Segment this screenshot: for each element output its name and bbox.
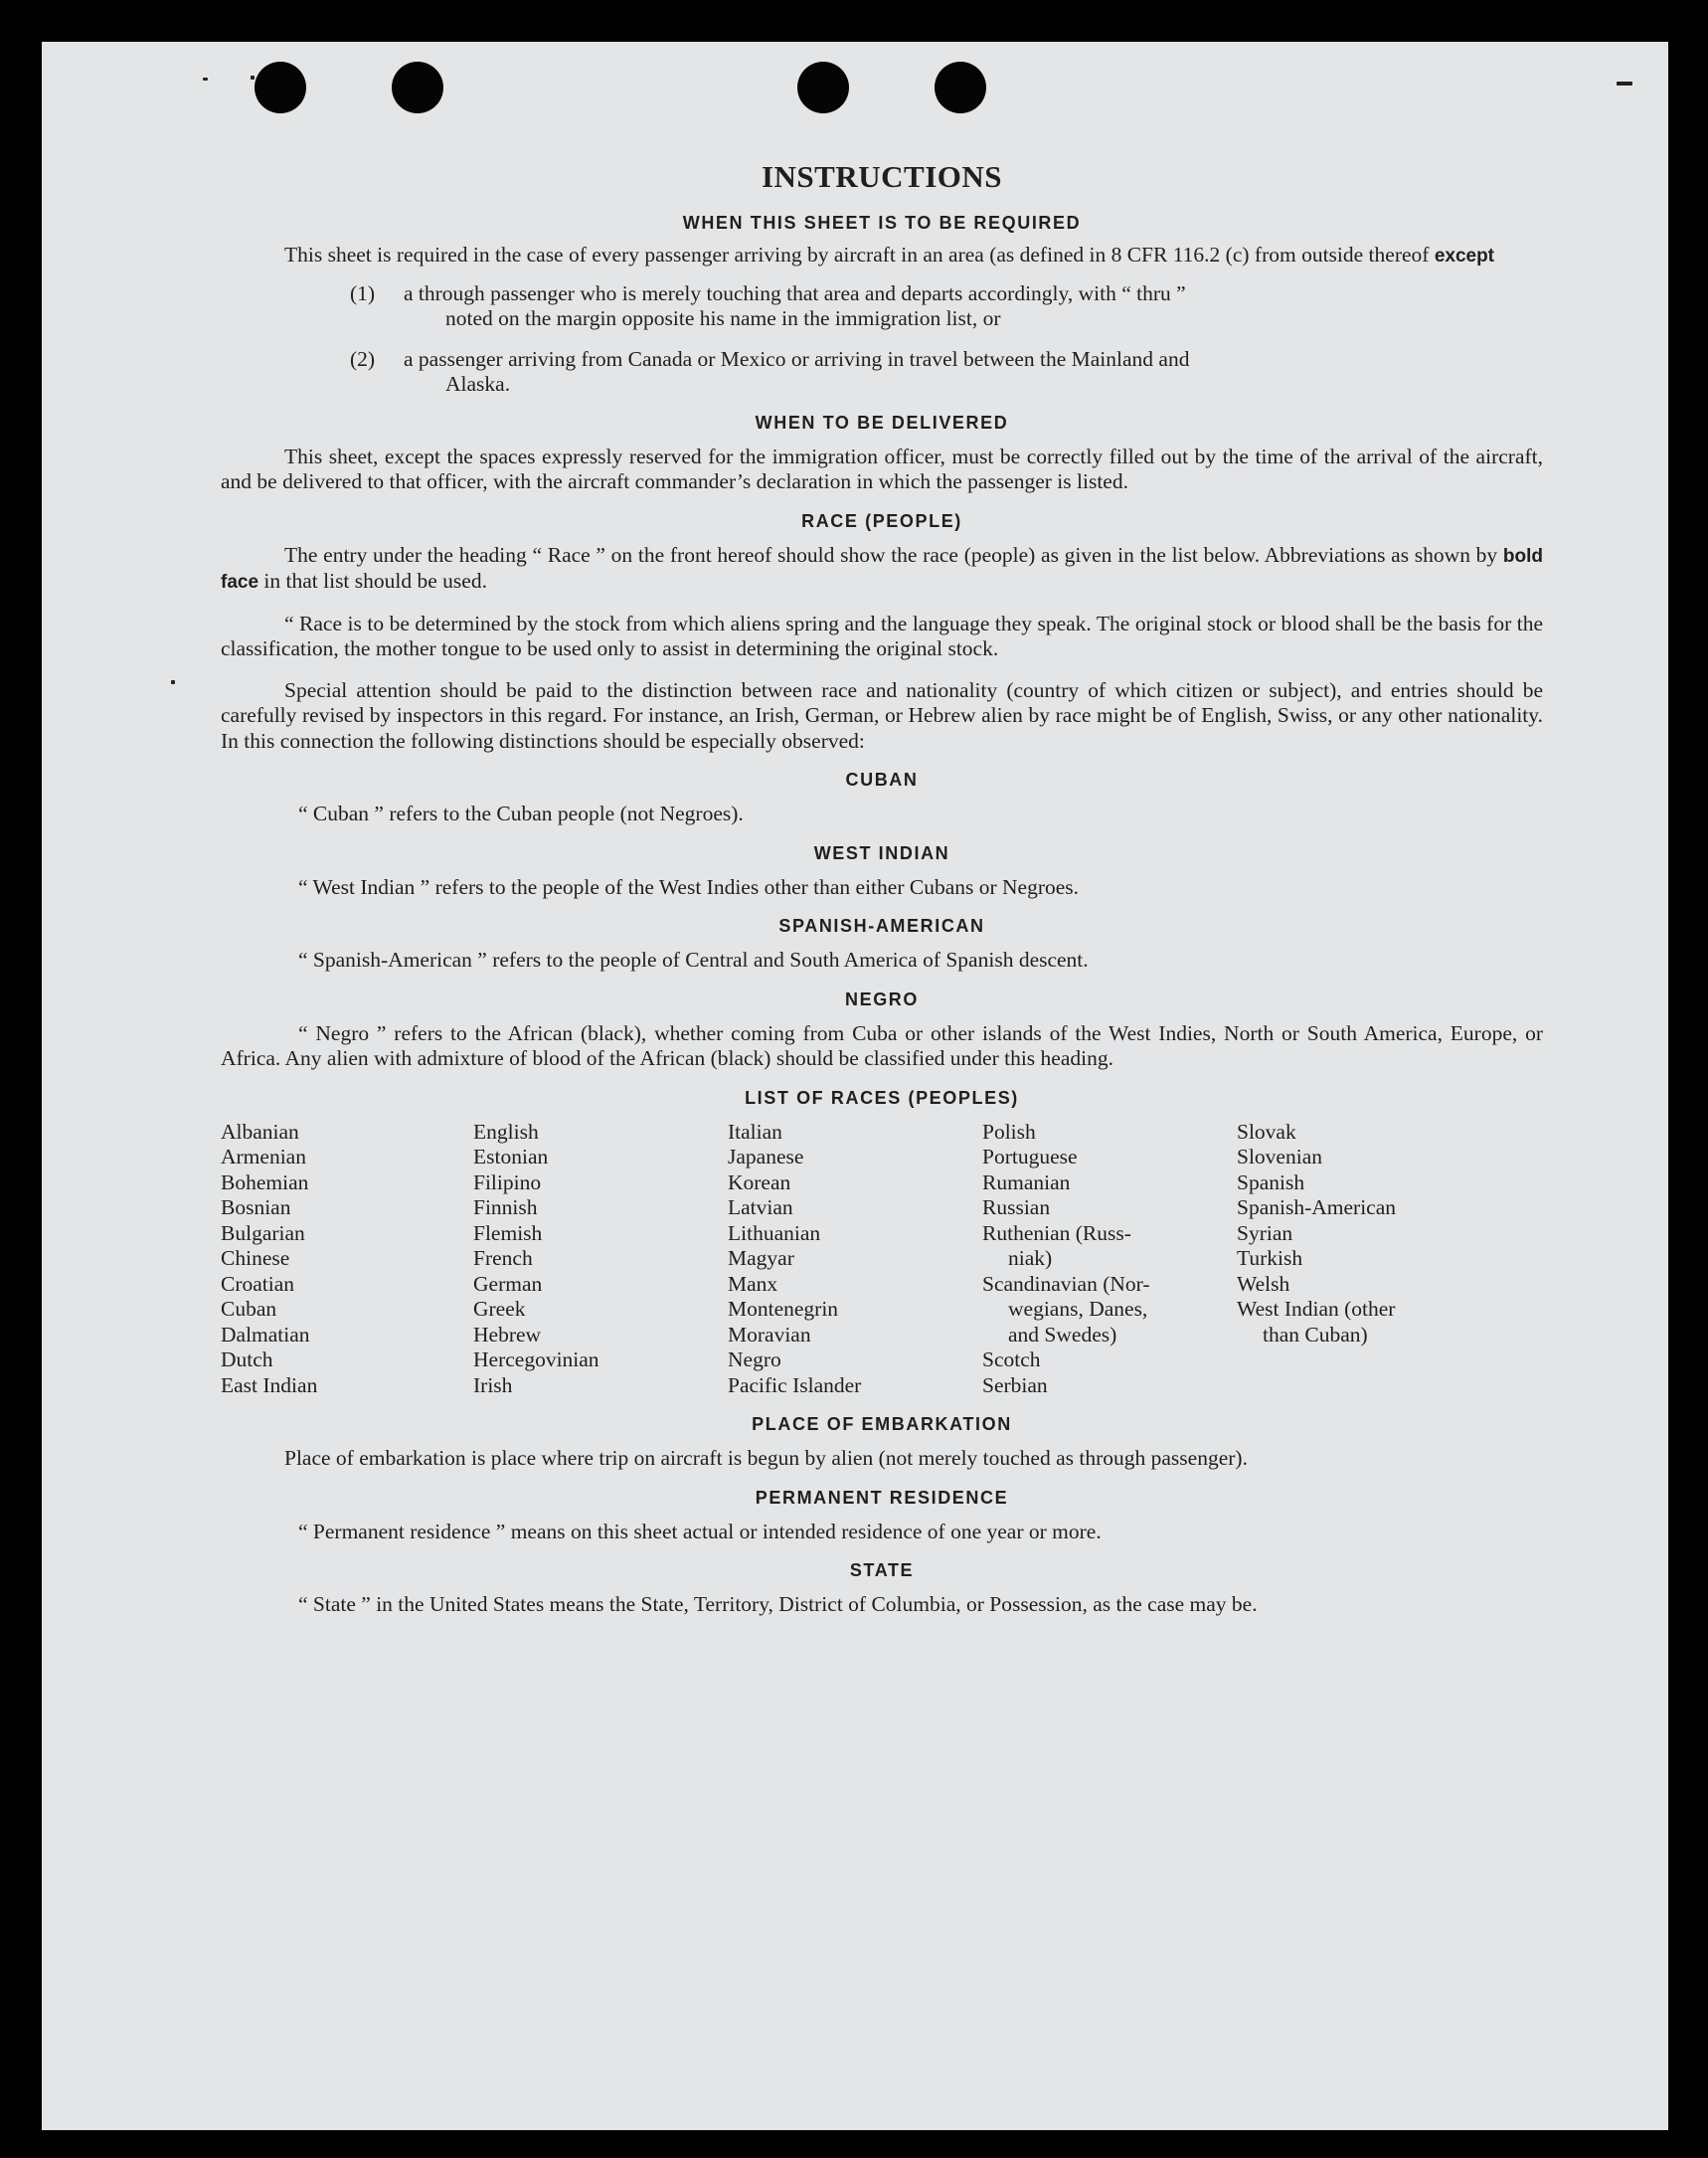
race-item: Moravian bbox=[728, 1322, 811, 1347]
races-list bbox=[221, 1120, 1543, 1399]
race-item: Flemish bbox=[473, 1220, 543, 1245]
race-item: than Cuban) bbox=[1263, 1322, 1368, 1347]
section-heading-required: WHEN THIS SHEET IS TO BE REQUIRED bbox=[682, 213, 1082, 233]
race-item: Serbian bbox=[982, 1372, 1048, 1397]
section-heading-embarkation: PLACE OF EMBARKATION bbox=[752, 1414, 1012, 1434]
race-item: wegians, Danes, bbox=[1008, 1297, 1148, 1321]
section-heading-list-of-races: LIST OF RACES (PEOPLES) bbox=[745, 1087, 1019, 1108]
scan-speck bbox=[203, 78, 208, 81]
race-item: Chinese bbox=[221, 1246, 290, 1270]
race-text: The entry under the heading “ Race ” on the front hereof should show the race (people) as given in the list below. Abbreviations as shown by bbox=[284, 542, 1498, 567]
race-item: Magyar bbox=[728, 1246, 794, 1270]
section-heading-delivered: WHEN TO BE DELIVERED bbox=[755, 412, 1009, 433]
race-item: Estonian bbox=[473, 1145, 549, 1169]
scan-speck bbox=[251, 76, 255, 80]
section-heading-west-indian: WEST INDIAN bbox=[813, 842, 950, 863]
residence-text: “ Permanent residence ” means on this sheet actual or intended residence of one year or more. bbox=[298, 1519, 1102, 1543]
race-item: Hercegovinian bbox=[473, 1348, 599, 1371]
race-item: niak) bbox=[1008, 1246, 1053, 1270]
west-indian-text: “ West Indian ” refers to the people of the West Indies other than either Cubans or Negroes. bbox=[298, 874, 1080, 899]
exception-number: (1) bbox=[350, 280, 376, 305]
exception-item-1 bbox=[221, 281, 1543, 331]
race-item: Dalmatian bbox=[221, 1322, 310, 1347]
punch-hole bbox=[255, 62, 306, 113]
race-item: Bosnian bbox=[221, 1195, 291, 1219]
race-item: Polish bbox=[982, 1119, 1036, 1144]
race-item: French bbox=[473, 1246, 533, 1270]
exception-line: Alaska. bbox=[445, 371, 511, 396]
race-item: Latvian bbox=[728, 1195, 793, 1219]
race-text: in that list should be used. bbox=[263, 569, 487, 593]
document-page bbox=[42, 42, 1668, 2130]
race-item: Slovak bbox=[1237, 1119, 1296, 1144]
race-item: and Swedes) bbox=[1008, 1322, 1117, 1347]
race-item: Ruthenian (Russ- bbox=[982, 1220, 1131, 1245]
race-item: Montenegrin bbox=[728, 1297, 839, 1321]
race-item: Russian bbox=[982, 1195, 1051, 1219]
race-item: Slovenian bbox=[1237, 1145, 1322, 1169]
negro-text: “ Negro ” refers to the African (black), whether coming from Cuba or other islands of the West Indies, North or South America, Europe, or Africa. Any alien with admixture of blood of the African (black) should be classified under this heading. bbox=[221, 1020, 1543, 1070]
punch-hole bbox=[935, 62, 986, 113]
race-item: Hebrew bbox=[473, 1322, 542, 1347]
delivered-text: This sheet, except the spaces expressly reserved for the immigration officer, must be correctly filled out by the time of the arrival of the aircraft, and be delivered to that officer, with the aircraft commander’s declaration in which the passenger is listed. bbox=[221, 444, 1543, 493]
bold-face-label: bold face bbox=[221, 545, 1544, 593]
section-heading-spanish-american: SPANISH-AMERICAN bbox=[778, 916, 985, 936]
exception-line: noted on the margin opposite his name in the immigration list, or bbox=[445, 305, 1001, 330]
spanish-american-text: “ Spanish-American ” refers to the people of Central and South America of Spanish descent. bbox=[298, 948, 1089, 972]
section-heading-race: RACE (PEOPLE) bbox=[801, 510, 962, 531]
scan-speck bbox=[1617, 82, 1632, 86]
punch-hole bbox=[392, 62, 443, 113]
cuban-text: “ Cuban ” refers to the Cuban people (not Negroes). bbox=[298, 802, 744, 825]
race-item: Manx bbox=[728, 1271, 778, 1296]
race-item: Scotch bbox=[982, 1348, 1041, 1371]
exception-line: a passenger arriving from Canada or Mexico or arriving in travel between the Mainland and bbox=[404, 346, 1190, 371]
race-item: Dutch bbox=[221, 1348, 273, 1371]
race-item: Welsh bbox=[1237, 1271, 1290, 1296]
race-item: Bohemian bbox=[221, 1169, 309, 1194]
race-item: Finnish bbox=[473, 1195, 538, 1219]
race-item: German bbox=[473, 1271, 543, 1296]
race-item: Albanian bbox=[221, 1119, 299, 1144]
races-column bbox=[473, 1120, 728, 1399]
races-column bbox=[1237, 1120, 1475, 1399]
exception-item-2 bbox=[221, 347, 1543, 397]
race-item: Cuban bbox=[221, 1297, 277, 1321]
race-item: Turkish bbox=[1237, 1246, 1303, 1270]
race-item: Rumanian bbox=[982, 1169, 1071, 1194]
race-item: East Indian bbox=[221, 1372, 318, 1397]
race-item: Bulgarian bbox=[221, 1220, 305, 1245]
punch-hole bbox=[797, 62, 849, 113]
exception-number: (2) bbox=[350, 346, 376, 371]
race-item: Negro bbox=[728, 1348, 781, 1371]
exception-line: a through passenger who is merely touching that area and departs accordingly, with “ thru ” bbox=[404, 280, 1186, 305]
race-paragraph-2: “ Race is to be determined by the stock from which aliens spring and the language they speak. The original stock or blood shall be the basis for the classification, the mother tongue to be used only to assist in determining the original stock. bbox=[221, 611, 1543, 660]
race-item: Irish bbox=[473, 1372, 513, 1397]
embarkation-text: Place of embarkation is place where trip on aircraft is begun by alien (not merely touched as through passenger). bbox=[284, 1446, 1248, 1470]
race-paragraph-3: Special attention should be paid to the distinction between race and nationality (country of which citizen or subject), and entries should be carefully revised by inspectors in this regard. For instance, an Irish, German, or Hebrew alien by race might be of English, Swiss, or any other nationality. In this connection the following distinctions should be especially observed: bbox=[221, 677, 1543, 753]
race-item: Scandinavian (Nor- bbox=[982, 1271, 1150, 1296]
race-item: Filipino bbox=[473, 1169, 542, 1194]
race-item: West Indian (other bbox=[1237, 1297, 1396, 1321]
race-item: Portuguese bbox=[982, 1145, 1078, 1169]
race-item: Lithuanian bbox=[728, 1220, 821, 1245]
state-text: “ State ” in the United States means the State, Territory, District of Columbia, or Possession, as the case may be. bbox=[298, 1592, 1258, 1616]
section-heading-cuban: CUBAN bbox=[845, 770, 919, 790]
race-item: Greek bbox=[473, 1297, 526, 1321]
section-heading-residence: PERMANENT RESIDENCE bbox=[755, 1487, 1009, 1508]
race-item: Spanish bbox=[1237, 1169, 1305, 1194]
race-item: Spanish-American bbox=[1237, 1195, 1397, 1219]
race-item: Italian bbox=[728, 1119, 782, 1144]
races-column bbox=[728, 1120, 982, 1399]
scan-speck bbox=[171, 680, 175, 684]
section-heading-negro: NEGRO bbox=[844, 989, 919, 1009]
race-item: Croatian bbox=[221, 1271, 295, 1296]
page-title: INSTRUCTIONS bbox=[761, 159, 1002, 194]
race-item: Pacific Islander bbox=[728, 1372, 862, 1397]
races-column bbox=[221, 1120, 473, 1399]
races-column bbox=[982, 1120, 1237, 1399]
required-intro-except: except bbox=[1434, 246, 1495, 267]
race-paragraph-1 bbox=[221, 543, 1543, 596]
race-item: Syrian bbox=[1237, 1220, 1293, 1245]
race-item: English bbox=[473, 1119, 539, 1144]
required-intro bbox=[221, 243, 1543, 270]
section-heading-state: STATE bbox=[849, 1560, 915, 1580]
race-item: Armenian bbox=[221, 1145, 306, 1169]
required-intro-text: This sheet is required in the case of every passenger arriving by aircraft in an area (as defined in 8 CFR 116.2 (c) from outside thereof bbox=[284, 243, 1430, 267]
race-item: Japanese bbox=[728, 1145, 804, 1169]
race-item: Korean bbox=[728, 1169, 791, 1194]
instructions-content bbox=[221, 157, 1543, 1618]
